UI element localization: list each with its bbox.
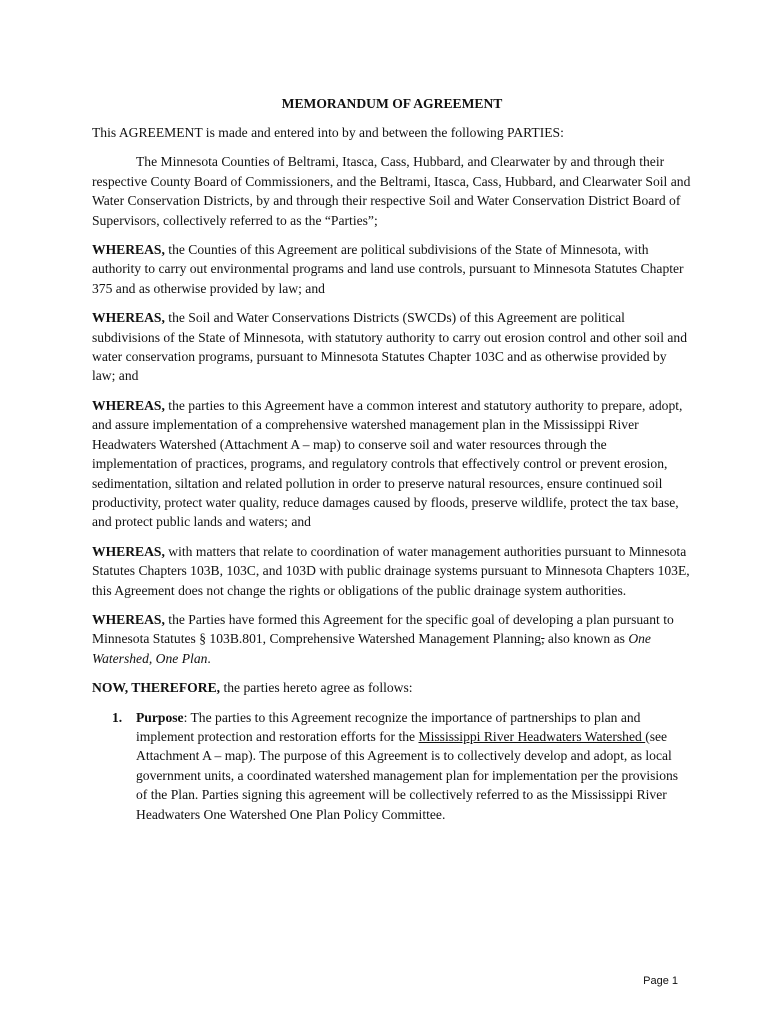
now-therefore-label: NOW, THEREFORE, xyxy=(92,680,221,696)
whereas-label: WHEREAS, xyxy=(92,611,165,627)
purpose-label: Purpose xyxy=(136,709,184,725)
whereas-text: the Soil and Water Conservations Districts (SWCDs) of this Agreement are political subdivisions of the State of Minnesota, with statutory authority to carry out erosion control and other soil and water conservation programs, pursuant to Minnesota Statutes Chapter 103C and as otherwise provided by law; and xyxy=(92,310,688,384)
whereas-text: the Parties have formed this Agreement for the specific goal of developing a plan pursuant to Minnesota Statutes § 103B.801, Comprehensive Watershed Management Planning xyxy=(92,611,674,647)
whereas-text: . xyxy=(207,650,211,666)
agreement-terms-list xyxy=(92,708,692,824)
whereas-label: WHEREAS, xyxy=(92,543,165,559)
whereas-label: WHEREAS, xyxy=(92,310,165,326)
page-number: Page 1 xyxy=(643,975,678,987)
whereas-paragraph-4 xyxy=(92,542,692,600)
whereas-text: with matters that relate to coordination of water management authorities pursuant to Minnesota Statutes Chapters 103B, 103C, and 103D with public drainage systems pursuant to Minnesota Chapters 103E, this Agreement does not change the rights or obligations of the public drainage system authorities. xyxy=(92,543,690,598)
whereas-paragraph-1 xyxy=(92,240,692,298)
now-therefore-paragraph xyxy=(92,678,692,697)
purpose-text: : The parties to this Agreement recognize the importance of partnerships to plan and implement protection and restoration efforts for the xyxy=(136,709,641,744)
whereas-label: WHEREAS, xyxy=(92,242,165,258)
watershed-link: Mississippi River Headwaters Watershed xyxy=(418,728,646,744)
document-title: MEMORANDUM OF AGREEMENT xyxy=(281,96,503,111)
whereas-text: also known as xyxy=(544,631,629,647)
parties-paragraph: The Minnesota Counties of Beltrami, Itasca, Cass, Hubbard, and Clearwater by and through their respective County Board of Commissioners, and the Beltrami, Itasca, Cass, Hubbard, and Clearwater Soil and Water Conservation Districts, by and through their respective Soil and Water Conservation District Board of Supervisors, collectively referred to as the “Parties”; xyxy=(92,154,691,228)
whereas-paragraph-5 xyxy=(92,610,692,668)
whereas-paragraph-3 xyxy=(92,396,692,532)
purpose-text: (see Attachment A – map). The purpose of this Agreement is to collectively develop and adopt, as local government units, a coordinated watershed management plan for implementation per the provisions of the Plan. Parties signing this agreement will be collectively referred to as the Mississippi River Headwaters One Watershed One Plan Policy Committee. xyxy=(136,728,679,822)
document-body xyxy=(92,94,692,824)
deleted-comma: , xyxy=(541,631,545,647)
whereas-paragraph-2 xyxy=(92,308,692,386)
program-name: One Watershed, One Plan xyxy=(92,631,651,666)
whereas-text: the Counties of this Agreement are political subdivisions of the State of Minnesota, with authority to carry out environmental programs and land use controls, pursuant to Minnesota Statutes Chapter 375 and as otherwise provided by law; and xyxy=(92,242,684,296)
list-item xyxy=(92,708,692,824)
intro-paragraph: This AGREEMENT is made and entered into by and between the following PARTIES: xyxy=(92,125,564,140)
list-item-number: 1. xyxy=(112,709,123,725)
now-therefore-text: the parties hereto agree as follows: xyxy=(220,680,413,696)
whereas-label: WHEREAS, xyxy=(92,397,165,413)
whereas-text: the parties to this Agreement have a common interest and statutory authority to prepare, adopt, and assure implementation of a comprehensive watershed management plan in the Mississippi River Headwaters Watershed (Attachment A – map) to conserve soil and water resources through the implementation of practices, programs, and regulatory controls that effectively control or prevent erosion, sedimentation, siltation and related pollution in order to preserve natural resources, ensure continued soil productivity, protect water quality, reduce damages caused by floods, preserve wildlife, protect the tax base, and protect public lands and waters; and xyxy=(92,397,683,530)
